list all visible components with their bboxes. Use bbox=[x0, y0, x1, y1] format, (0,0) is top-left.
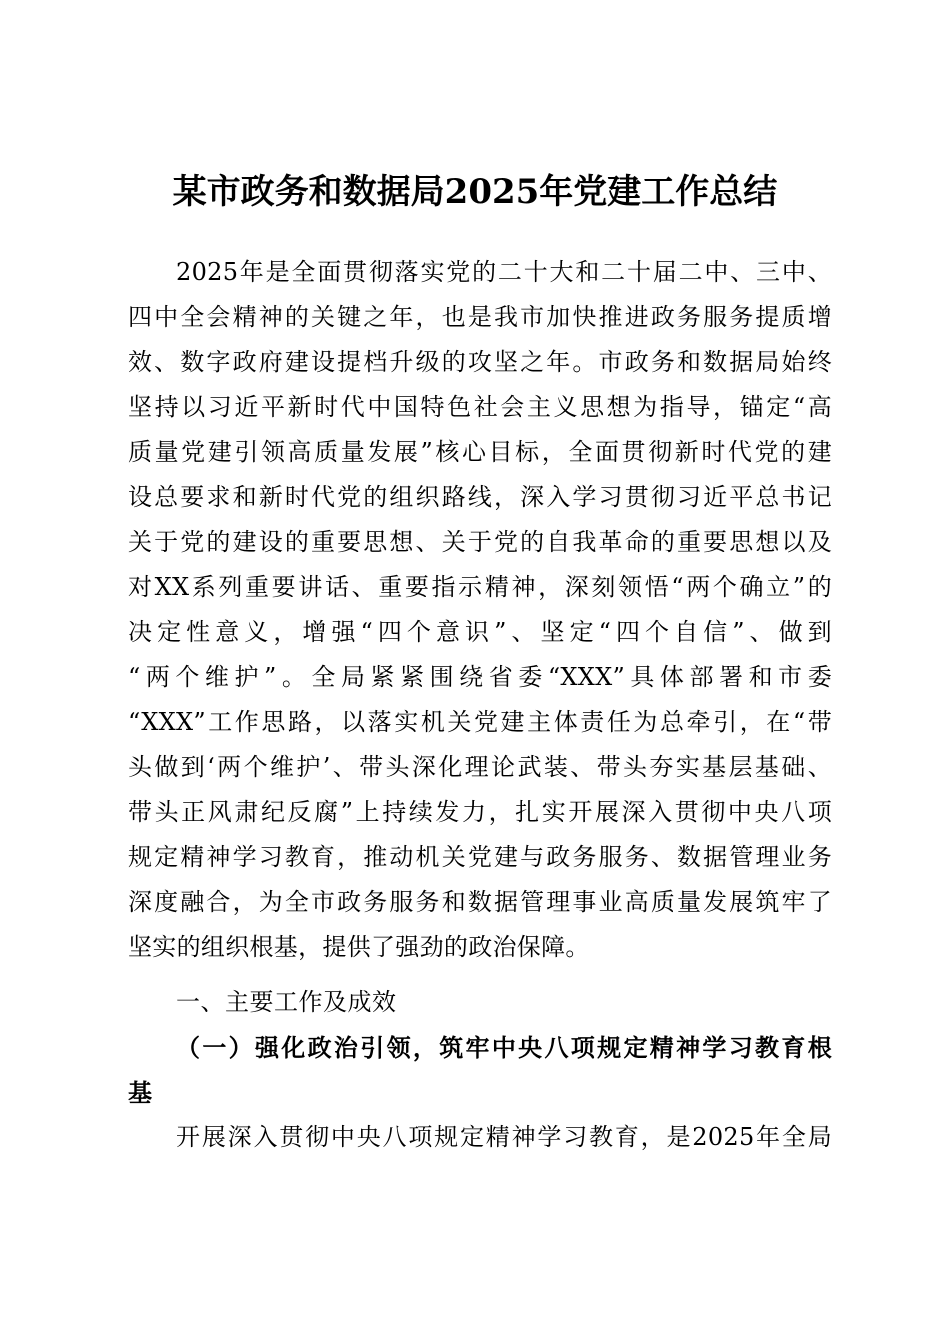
paragraph-line: 坚持以习近平新时代中国特色社会主义思想为指导，锚定“高 bbox=[128, 393, 832, 421]
paragraph-line: 带头正风肃纪反腐”上持续发力，扎实开展深入贯彻中央八项 bbox=[128, 798, 832, 826]
paragraph-line: 规定精神学习教育，推动机关党建与政务服务、数据管理业务 bbox=[128, 843, 832, 871]
paragraph-line: 深度融合，为全市政务服务和数据管理事业高质量发展筑牢了 bbox=[128, 888, 832, 916]
paragraph-line: 质量党建引领高质量发展”核心目标，全面贯彻新时代党的建 bbox=[128, 438, 832, 466]
paragraph-line: 2025年是全面贯彻落实党的二十大和二十届二中、三中、 bbox=[176, 258, 832, 286]
paragraph-line: 决定性意义，增强“四个意识”、坚定“四个自信”、做到 bbox=[128, 618, 832, 646]
paragraph-line: 头做到‘两个维护’、带头深化理论武装、带头夯实基层基础、 bbox=[128, 753, 832, 781]
paragraph-line: 四中全会精神的关键之年，也是我市加快推进政务服务提质增 bbox=[128, 303, 832, 331]
section-heading: 一、主要工作及成效 bbox=[176, 988, 397, 1016]
paragraph-line: 坚实的组织根基，提供了强劲的政治保障。 bbox=[128, 933, 590, 961]
paragraph-line: 效、数字政府建设提档升级的攻坚之年。市政务和数据局始终 bbox=[128, 348, 832, 376]
subsection-paragraph bbox=[128, 1115, 832, 1160]
subsection-heading-line: 基 bbox=[128, 1078, 153, 1107]
intro-paragraph bbox=[128, 250, 832, 970]
paragraph-line: 设总要求和新时代党的组织路线，深入学习贯彻习近平总书记 bbox=[128, 483, 832, 511]
subsection-heading-line: （一）强化政治引领，筑牢中央八项规定精神学习教育根 bbox=[176, 1033, 832, 1062]
subsection-heading bbox=[128, 1025, 832, 1115]
paragraph-line: “两个维护”。全局紧紧围绕省委“XXX”具体部署和市委 bbox=[128, 663, 832, 691]
paragraph-line: 对XX系列重要讲话、重要指示精神，深刻领悟“两个确立”的 bbox=[128, 573, 832, 601]
document-title: 某市政务和数据局2025年党建工作总结 bbox=[172, 172, 778, 212]
paragraph-line: 开展深入贯彻中央八项规定精神学习教育，是2025年全局 bbox=[176, 1123, 832, 1151]
paragraph-line: 关于党的建设的重要思想、关于党的自我革命的重要思想以及 bbox=[128, 528, 832, 556]
paragraph-line: “XXX”工作思路，以落实机关党建主体责任为总牵引，在“带 bbox=[128, 708, 832, 736]
